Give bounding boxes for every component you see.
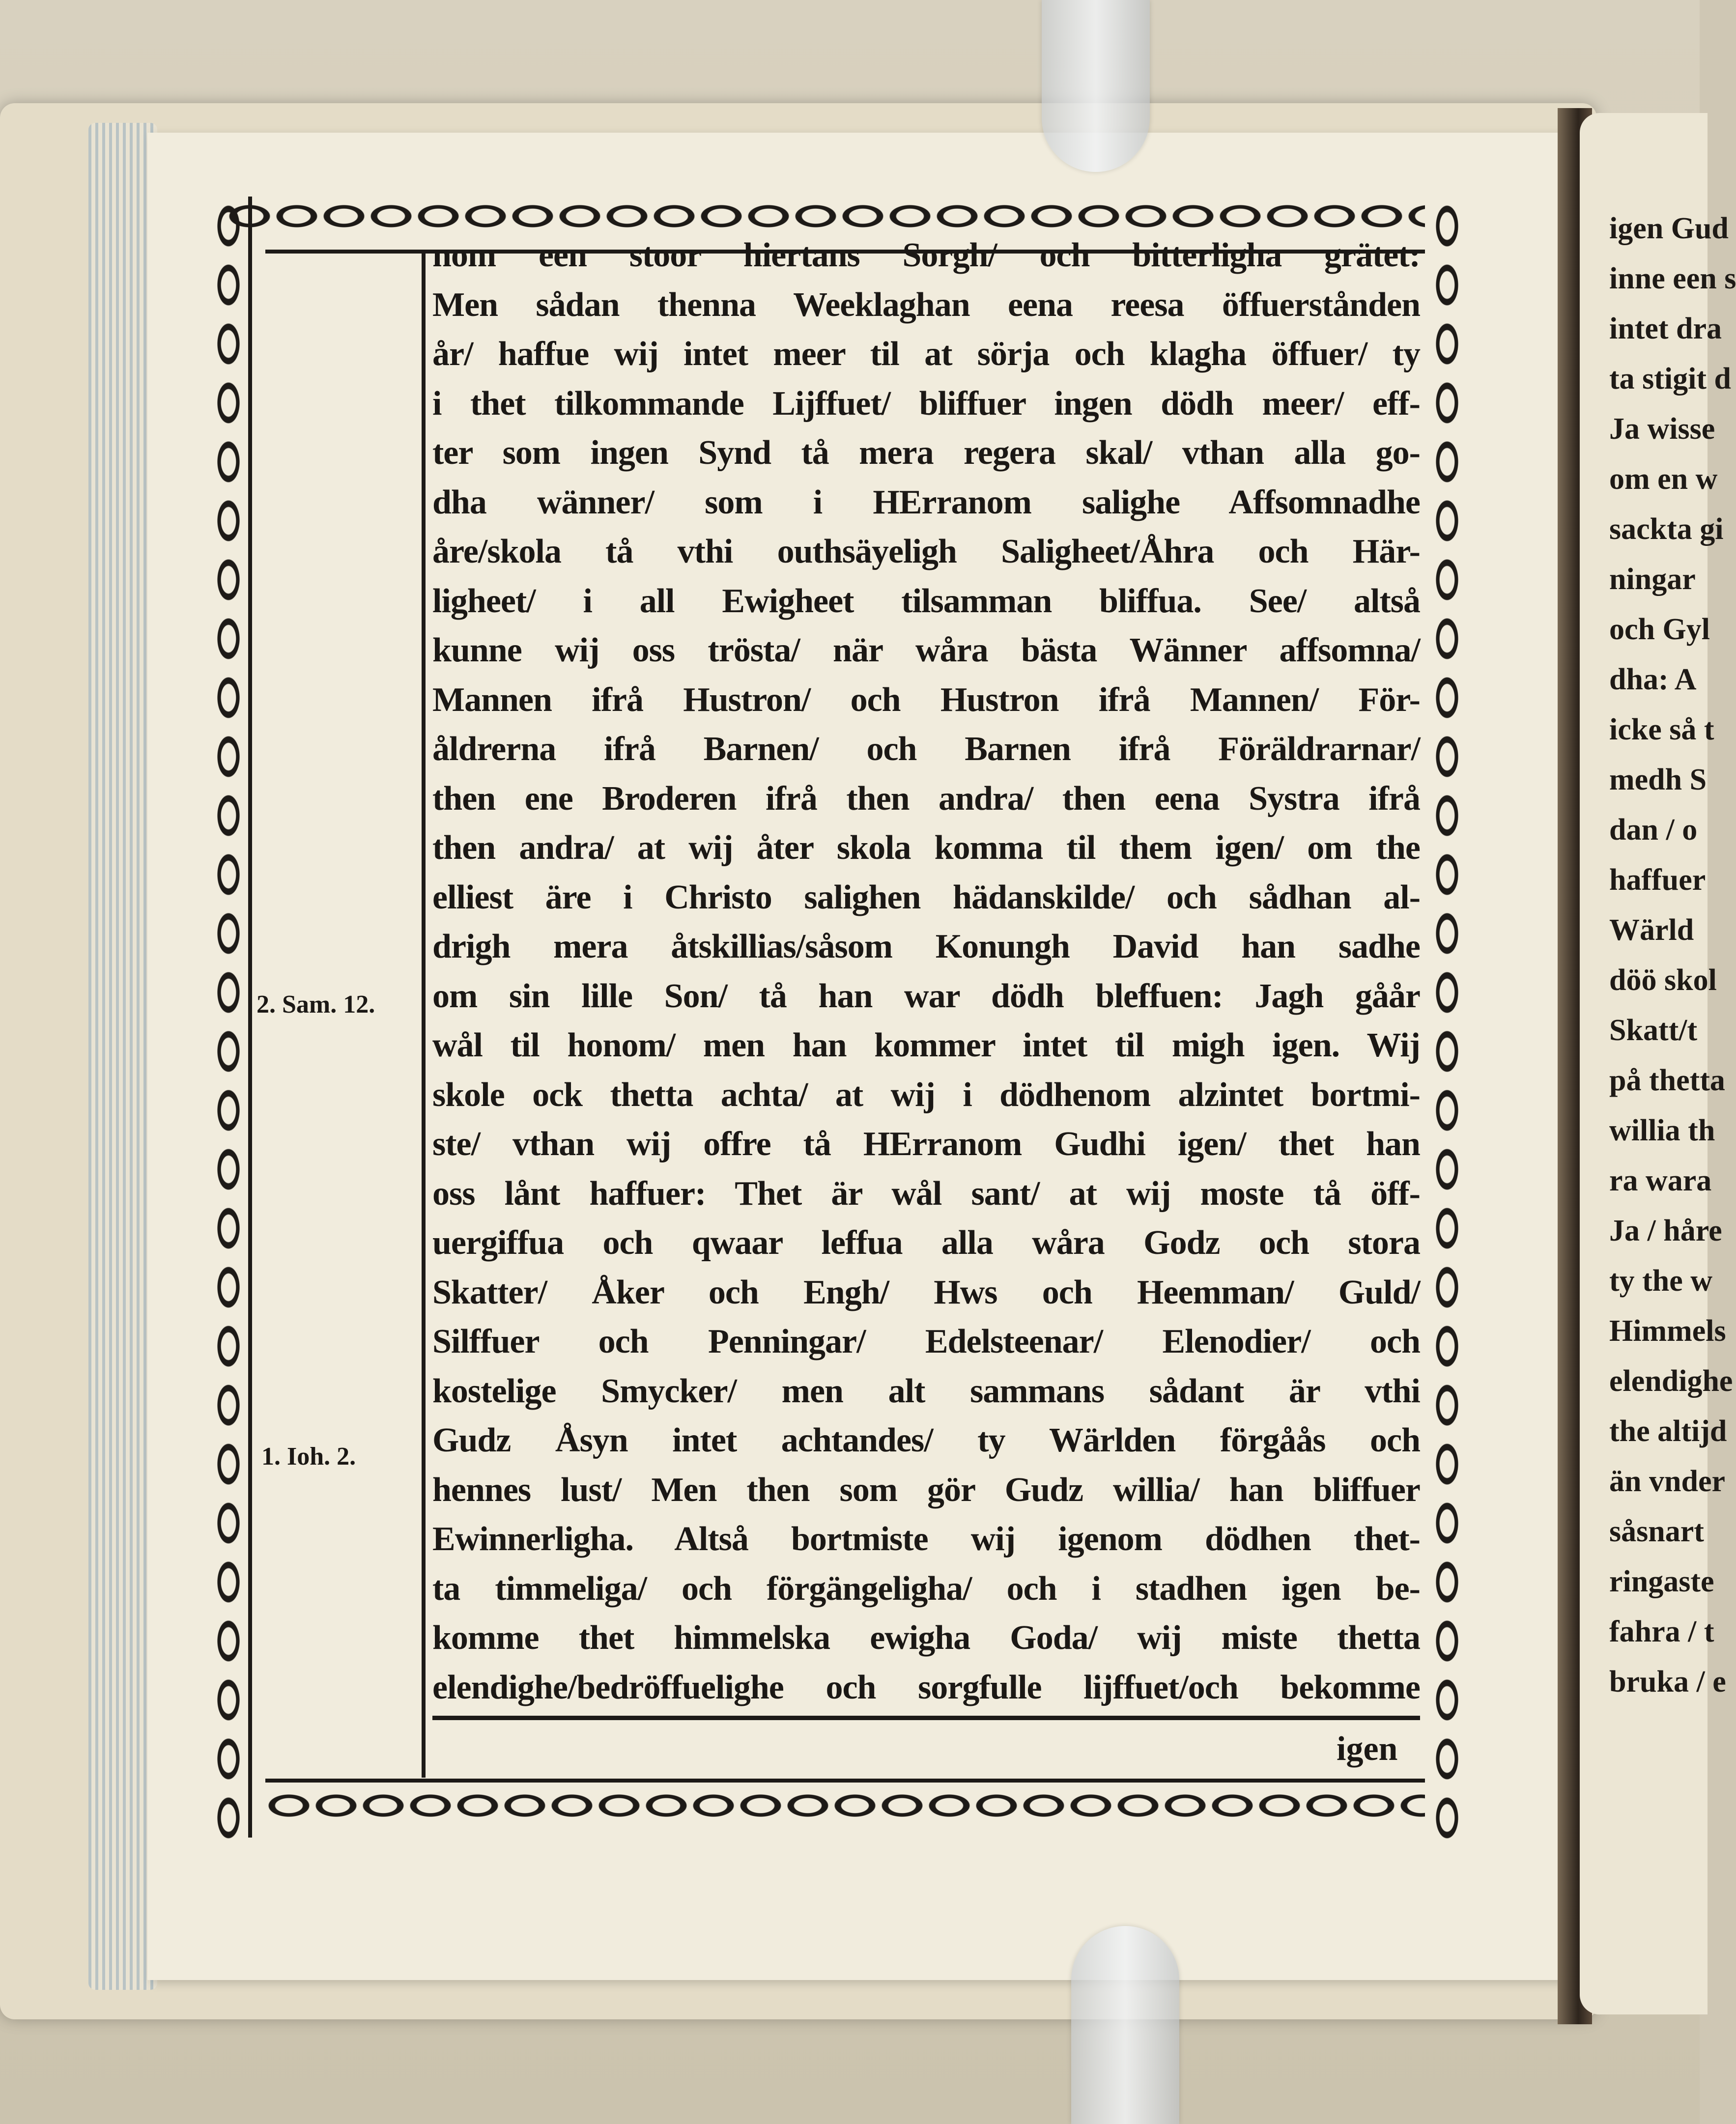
text-line-content: Men sådan thenna Weeklaghan eena reesa öffuerstånden [432,285,1420,324]
facing-page-line: ta stigit d [1609,362,1731,396]
text-line-content: dha wänner/ som i HErranom salighe Affsomnadhe [432,483,1420,521]
facing-page-line: döö skol [1609,963,1717,997]
text-line [432,823,1420,873]
facing-page-line: ningar [1609,563,1696,596]
facing-page-line: dha: A [1609,663,1697,696]
ornament-border-bottom [265,1788,1425,1823]
text-line [432,1071,1420,1120]
facing-page-line: willia th [1609,1114,1715,1147]
page-edges [88,123,157,1990]
text-line-content: uergiffua och qwaar leffua alla wåra Godz och stora [432,1224,1420,1262]
facing-page-line: haffuer [1609,863,1706,897]
text-line [432,774,1420,824]
text-line [432,281,1420,330]
text-line-content: Gudz Åsyn intet achtandes/ ty Wärlden förgåås och [432,1421,1420,1459]
text-line [432,231,1420,281]
text-line-content: hennes lust/ Men then som gör Gudz willia/ han bliffuer [432,1471,1420,1509]
text-line-content: Ewinnerligha. Altså bortmiste wij igenom dödhen thet- [432,1520,1420,1558]
text-line [432,1021,1420,1071]
facing-page-line: sackta gi [1609,512,1724,546]
text-line [432,1120,1420,1169]
text-line [432,577,1420,626]
text-line [432,972,1420,1021]
facing-page-line: inne een s [1609,262,1736,295]
facing-page-line: och Gyl [1609,613,1710,646]
text-line-content: kunne wij oss trösta/ när wåra bästa Wänner affsomna/ [432,631,1420,669]
facing-page-line: bruka / e [1609,1665,1726,1699]
text-line [432,626,1420,676]
facing-page [1580,113,1736,2014]
facing-page-line: ty the w [1609,1264,1713,1298]
text-line-content: åre/skola tå vthi outhsäyeligh Saligheet/Åhra och Här- [432,533,1420,570]
facing-page-line: medh S [1609,763,1707,796]
text-line [432,922,1420,972]
ornament-border-left [211,197,246,1842]
facing-page-line: intet dra [1609,312,1722,345]
text-line-content: then ene Broderen ifrå then andra/ then eena Systra ifrå [432,779,1420,818]
text-line-content: elendighe/bedröffuelighe och sorgfulle lijffuet/och bekomme [432,1668,1420,1706]
facing-page-line: om en w [1609,462,1718,496]
text-line-content: i thet tilkommande Lijffuet/ bliffuer ingen dödh meer/ eff- [432,384,1420,423]
text-line [432,1466,1420,1515]
text-line [432,1218,1420,1268]
text-line-content: ter som ingen Synd tå mera regera skal/ vthan alla go- [432,434,1420,472]
text-line [432,1169,1420,1219]
text-line-content: nom een stoor hiertans Sorgh/ och bitterligha grätet: [432,236,1420,274]
text-line-content: åldrerna ifrå Barnen/ och Barnen ifrå Föräldrarnar/ [432,730,1420,768]
text-line [432,428,1420,478]
facing-page-line: än vnder [1609,1465,1725,1498]
text-line [432,873,1420,923]
facing-page-line: elendighe [1609,1364,1733,1398]
text-line [432,478,1420,528]
text-line-content: ste/ vthan wij offre tå HErranom Gudhi igen/ thet han [432,1125,1420,1163]
text-line-content: oss lånt haffuer: Thet är wål sant/ at wij moste tå öff- [432,1174,1420,1213]
text-line-content: Skatter/ Åker och Engh/ Hws och Heemman/ Guld/ [432,1273,1420,1311]
facing-page-line: Ja wisse [1609,412,1715,446]
text-line-content: Mannen ifrå Hustron/ och Hustron ifrå Mannen/ För- [432,680,1420,719]
text-line [432,1268,1420,1318]
facing-page-line: fahra / t [1609,1615,1714,1648]
facing-page-line: på thetta [1609,1064,1725,1097]
text-line-content: drigh mera åtskillias/såsom Konungh David han sadhe [432,928,1420,965]
facing-page-line: såsnart [1609,1515,1704,1548]
text-line [432,1614,1420,1663]
ornament-border-right [1430,197,1464,1842]
text-line [432,330,1420,379]
facing-page-line: icke så t [1609,713,1714,746]
facing-page-line: Ja / håre [1609,1214,1722,1247]
text-line [432,527,1420,577]
catchword: igen [1337,1730,1398,1768]
rule-bottom [265,1779,1425,1783]
text-line-content: komme thet himmelska ewigha Goda/ wij miste thetta [432,1619,1420,1657]
text-line [432,1515,1420,1564]
rule-bottom-text [432,1716,1420,1720]
text-line-content: elliest äre i Christo salighen hädanskilde/ och sådhan al- [432,878,1420,916]
text-line [432,725,1420,774]
text-line [432,1317,1420,1367]
text-line [432,676,1420,725]
text-line [432,1564,1420,1614]
text-line-content: kostelige Smycker/ men alt sammans sådant är vthi [432,1372,1420,1410]
page-clip-bottom [1071,1926,1179,2124]
text-line-content: wål til honom/ men han kommer intet til migh igen. Wij [432,1026,1420,1064]
text-line [432,1367,1420,1416]
text-line-content: ligheet/ i all Ewigheet tilsamman bliffua. See/ altså [432,582,1420,620]
facing-page-line: Skatt/t [1609,1014,1698,1047]
facing-page-line: Himmels [1609,1314,1726,1348]
rule-column [422,250,426,1778]
text-line [432,1416,1420,1466]
facing-page-line: Wärld [1609,913,1694,947]
ornament-border-top [226,199,1425,233]
text-line-content: then andra/ at wij åter skola komma til them igen/ om the [432,829,1420,867]
text-line-content: år/ haffue wij intet meer til at sörja och klagha öffuer/ ty [432,335,1420,373]
text-line-content: skole ock thetta achta/ at wij i dödhenom alzintet bortmi- [432,1076,1420,1114]
facing-page-line: the altijd [1609,1415,1727,1448]
text-line [432,1663,1420,1713]
main-text-block [432,231,1420,1712]
facing-page-line: ra wara [1609,1164,1712,1197]
text-line [432,379,1420,429]
margin-note-2-sam: 2. Sam. 12. [256,991,375,1019]
margin-note-1-ioh: 1. Ioh. 2. [261,1443,356,1471]
facing-page-line: igen Gud [1609,212,1729,245]
text-line-content: om sin lille Son/ tå han war dödh bleffuen: Jagh gåår [432,977,1420,1015]
text-line-content: Silffuer och Penningar/ Edelsteenar/ Elenodier/ och [432,1323,1420,1360]
page-clip-top [1042,0,1150,172]
text-line-content: ta timmeliga/ och förgängeligha/ och i stadhen igen be- [432,1569,1420,1608]
facing-page-line: dan / o [1609,813,1698,847]
facing-page-line: ringaste [1609,1565,1714,1598]
rule-left [248,197,252,1838]
